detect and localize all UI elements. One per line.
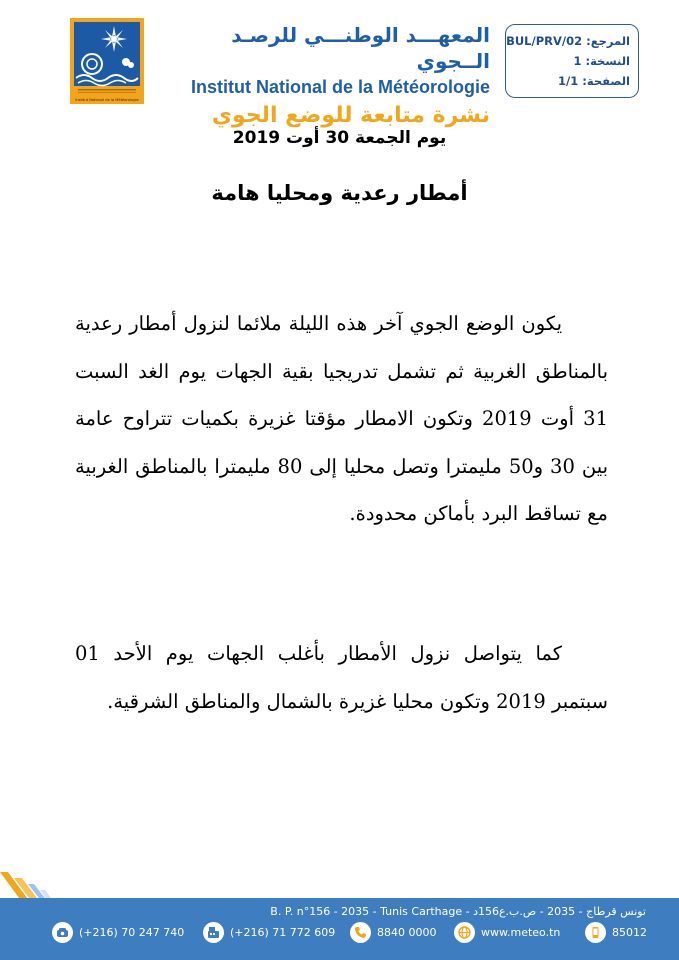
sms-contact	[585, 920, 647, 944]
website-contact	[454, 920, 560, 944]
page-value: 1/1	[558, 74, 579, 88]
phone-icon	[52, 922, 73, 943]
page-row: الصفحة: 1/1	[558, 74, 630, 88]
footer-address: B. P. n°156 - 2035 - Tunis Carthage - تونس قرطاج - 2035 - ص.ب.ع156د	[270, 905, 646, 918]
fax-contact	[203, 920, 335, 944]
hotline-number[interactable]: 8840 0000	[377, 925, 437, 939]
phone-contact	[52, 920, 184, 944]
bulletin-date: يوم الجمعة 30 أوت 2019	[232, 128, 447, 148]
footer	[0, 872, 679, 960]
mobile-icon	[585, 922, 606, 943]
version-value: 1	[573, 54, 582, 68]
reference-box	[505, 24, 639, 98]
fax-icon	[203, 922, 224, 943]
hotline-icon	[350, 922, 371, 943]
globe-icon	[454, 922, 475, 943]
institute-header	[160, 22, 490, 131]
institute-logo	[70, 18, 144, 104]
version-row: النسخة: 1	[573, 54, 630, 68]
logo-caption: Institut National de la Météorologie	[75, 98, 139, 102]
bulletin-title: نشرة متابعة للوضع الجوي	[211, 103, 490, 128]
paragraph-1: يكون الوضع الجوي آخر هذه الليلة ملائما لنزول أمطار رعدية بالمناطق الغربية ثم تشمل تدريجيا بقية الجهات يوم الغد السبت 31 أوت 2019 وتكون الامطار مؤقتا غزيرة بكميات تتراوح عامة بين 30 و50 مليمترا وتصل محليا إلى 80 مليمترا بالمناطق الغربية مع تساقط البرد بأماكن محدودة.	[75, 312, 609, 525]
website-link[interactable]: www.meteo.tn	[481, 925, 561, 939]
institute-name-fr: Institut National de la Météorologie	[190, 77, 490, 97]
paragraph-2: كما يتواصل نزول الأمطار بأغلب الجهات يوم الأحد 01 سبتمبر 2019 وتكون محليا غزيرة بالشمال والمناطق الشرقية.	[75, 642, 608, 713]
hotline-contact	[350, 920, 437, 944]
sms-number[interactable]: 85012	[612, 925, 647, 939]
phone-number[interactable]: (+216) 70 247 740	[79, 925, 185, 939]
reference-row: المرجع: BUL/PRV/02	[506, 34, 630, 48]
institute-name-ar: المعهـــد الوطنـــي للرصـد الــجوي	[231, 23, 490, 73]
bulletin-headline: أمطار رعدية ومحليا هامة	[211, 181, 468, 205]
fax-number[interactable]: (+216) 71 772 609	[230, 925, 336, 939]
footer-contacts	[0, 920, 679, 944]
reference-value: BUL/PRV/02	[506, 34, 583, 48]
